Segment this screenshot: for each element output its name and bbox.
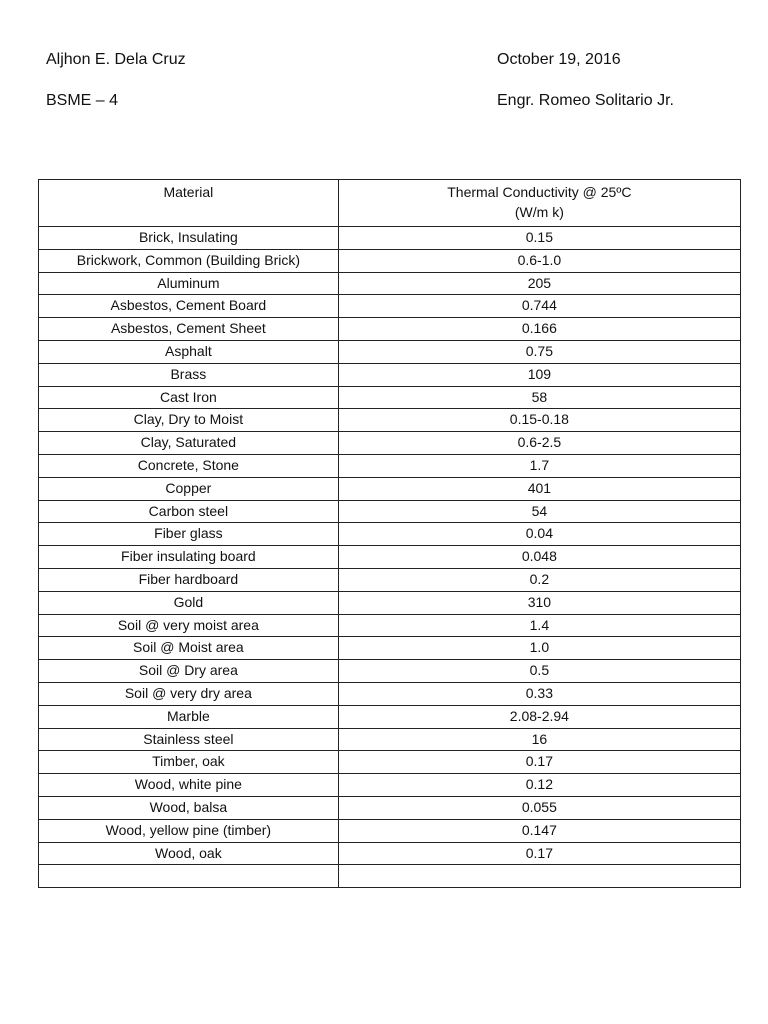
material-cell: Wood, white pine: [39, 774, 339, 797]
table-row: [39, 751, 741, 774]
thermal-conductivity-table: [38, 179, 741, 888]
material-cell: Gold: [39, 591, 339, 614]
material-cell: Fiber insulating board: [39, 546, 339, 569]
course-label: BSME – 4: [46, 92, 119, 109]
conductivity-value-cell: 0.15-0.18: [338, 409, 740, 432]
table-row: [39, 865, 741, 888]
conductivity-value-cell: [338, 865, 740, 888]
table-row: [39, 477, 741, 500]
conductivity-value-cell: 0.12: [338, 774, 740, 797]
conductivity-value-cell: 0.147: [338, 819, 740, 842]
table-row: [39, 637, 741, 660]
conductivity-value-cell: 109: [338, 363, 740, 386]
material-cell: Marble: [39, 705, 339, 728]
conductivity-value-cell: 1.4: [338, 614, 740, 637]
table-row: [39, 386, 741, 409]
table-row: [39, 523, 741, 546]
table-row: [39, 682, 741, 705]
table-body: [39, 227, 741, 888]
table-header-row: [39, 180, 741, 227]
material-cell: Asphalt: [39, 340, 339, 363]
conductivity-value-cell: 0.17: [338, 842, 740, 865]
conductivity-value-cell: 0.33: [338, 682, 740, 705]
conductivity-value-cell: 1.0: [338, 637, 740, 660]
conductivity-value-cell: 0.5: [338, 660, 740, 683]
material-cell: Brass: [39, 363, 339, 386]
conductivity-value-cell: 1.7: [338, 454, 740, 477]
instructor-name: Engr. Romeo Solitario Jr.: [497, 92, 674, 109]
table-row: [39, 614, 741, 637]
material-cell: Fiber hardboard: [39, 568, 339, 591]
column-header-unit: (W/m k): [514, 204, 564, 220]
material-cell: Fiber glass: [39, 523, 339, 546]
conductivity-value-cell: 54: [338, 500, 740, 523]
table-row: [39, 774, 741, 797]
material-cell: Soil @ Moist area: [39, 637, 339, 660]
conductivity-value-cell: 0.04: [338, 523, 740, 546]
conductivity-value-cell: 0.6-1.0: [338, 249, 740, 272]
conductivity-value-cell: 205: [338, 272, 740, 295]
table-row: [39, 363, 741, 386]
conductivity-value-cell: 16: [338, 728, 740, 751]
table-row: [39, 340, 741, 363]
document-date: October 19, 2016: [497, 51, 621, 68]
conductivity-value-cell: 0.75: [338, 340, 740, 363]
table-row: [39, 500, 741, 523]
material-cell: Wood, balsa: [39, 796, 339, 819]
material-cell: [39, 865, 339, 888]
table-row: [39, 591, 741, 614]
conductivity-value-cell: 0.048: [338, 546, 740, 569]
material-cell: Clay, Saturated: [39, 432, 339, 455]
table-row: [39, 454, 741, 477]
conductivity-value-cell: 0.744: [338, 295, 740, 318]
conductivity-value-cell: 0.166: [338, 318, 740, 341]
author-name: Aljhon E. Dela Cruz: [46, 51, 186, 68]
table-row: [39, 819, 741, 842]
table-row: [39, 568, 741, 591]
table-row: [39, 660, 741, 683]
material-cell: Wood, yellow pine (timber): [39, 819, 339, 842]
material-cell: Soil @ Dry area: [39, 660, 339, 683]
table-row: [39, 796, 741, 819]
material-cell: Asbestos, Cement Sheet: [39, 318, 339, 341]
material-cell: Asbestos, Cement Board: [39, 295, 339, 318]
material-cell: Carbon steel: [39, 500, 339, 523]
table-row: [39, 546, 741, 569]
material-cell: Aluminum: [39, 272, 339, 295]
conductivity-value-cell: 0.15: [338, 227, 740, 250]
material-cell: Timber, oak: [39, 751, 339, 774]
material-cell: Stainless steel: [39, 728, 339, 751]
material-cell: Concrete, Stone: [39, 454, 339, 477]
table-row: [39, 227, 741, 250]
conductivity-value-cell: 401: [338, 477, 740, 500]
material-cell: Cast Iron: [39, 386, 339, 409]
table-row: [39, 295, 741, 318]
column-header-material: Material: [39, 180, 339, 227]
material-cell: Wood, oak: [39, 842, 339, 865]
material-cell: Clay, Dry to Moist: [39, 409, 339, 432]
column-header-thermal-conductivity: [338, 180, 740, 227]
table-row: [39, 705, 741, 728]
conductivity-value-cell: 2.08-2.94: [338, 705, 740, 728]
material-cell: Soil @ very dry area: [39, 682, 339, 705]
table-row: [39, 249, 741, 272]
table-row: [39, 728, 741, 751]
conductivity-value-cell: 0.17: [338, 751, 740, 774]
table-row: [39, 432, 741, 455]
material-cell: Copper: [39, 477, 339, 500]
material-cell: Brick, Insulating: [39, 227, 339, 250]
material-cell: Soil @ very moist area: [39, 614, 339, 637]
column-header-title: Thermal Conductivity @ 25ºC: [447, 184, 632, 200]
table-row: [39, 318, 741, 341]
table-row: [39, 842, 741, 865]
table-row: [39, 409, 741, 432]
conductivity-value-cell: 0.055: [338, 796, 740, 819]
conductivity-value-cell: 310: [338, 591, 740, 614]
table-row: [39, 272, 741, 295]
conductivity-value-cell: 0.6-2.5: [338, 432, 740, 455]
material-cell: Brickwork, Common (Building Brick): [39, 249, 339, 272]
conductivity-value-cell: 0.2: [338, 568, 740, 591]
conductivity-value-cell: 58: [338, 386, 740, 409]
